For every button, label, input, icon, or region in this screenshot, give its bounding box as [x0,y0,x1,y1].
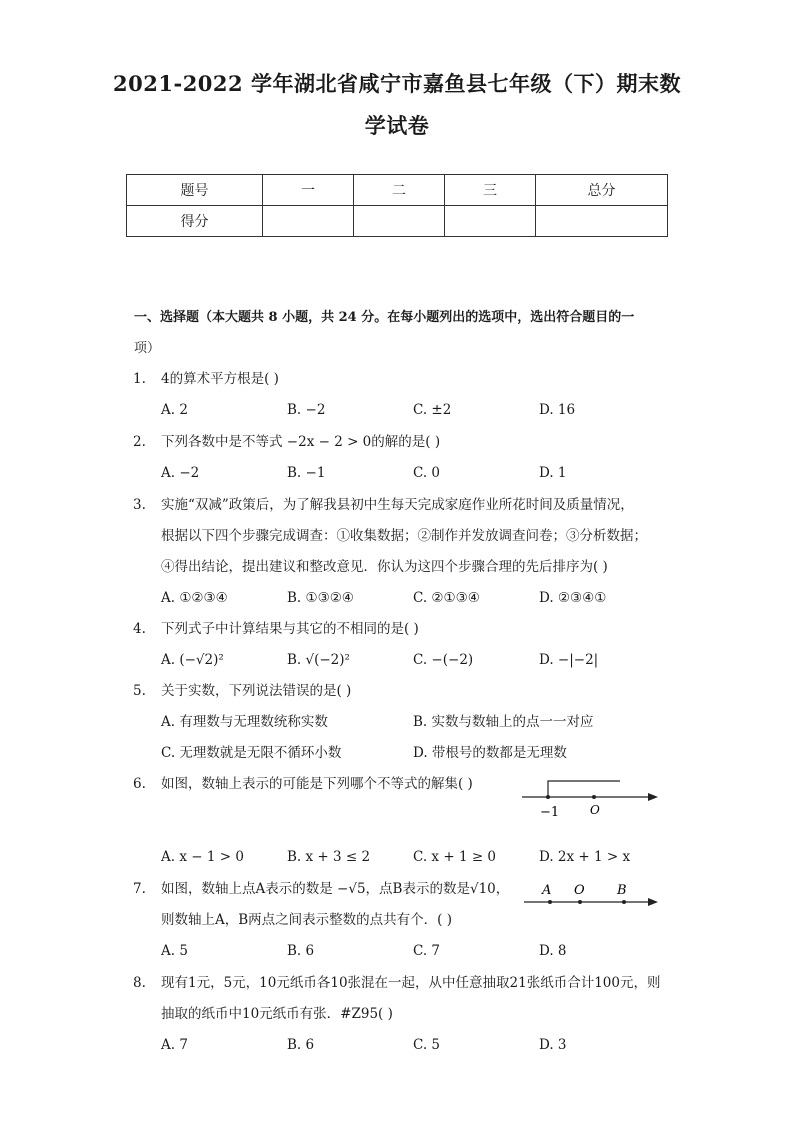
question-number: 2. [133,434,146,450]
question-2 [133,427,440,458]
number-line-figure-q6 [518,776,664,822]
question-6-options [161,842,641,873]
score-header-cell: 三 [445,175,536,206]
question-number: 5. [133,683,146,699]
label-b: B [617,883,627,898]
point-minus-one [546,795,550,799]
question-text: 下列各数中是不等式 −2x − 2 > 0的解的是( ) [161,434,441,450]
option-a: A. (−√2)² [161,652,224,668]
option-d: D. 1 [539,465,567,481]
question-text-cont: 抽取的纸币中10元纸币有张．#Z95( ) [161,1006,393,1022]
question-text-cont: 则数轴上A，B两点之间表示整数的点共有个．( ) [161,912,452,928]
option-d: D. ②③④① [539,590,607,606]
option-c: C. 5 [413,1037,441,1053]
question-5-options-row-2 [161,738,641,769]
question-8-options [161,1030,641,1061]
option-c: C. 7 [413,943,441,959]
question-number: 6. [133,776,146,792]
question-number: 1. [133,371,146,387]
question-number: 3. [133,497,146,513]
question-text: 关于实数，下列说法错误的是( ) [161,683,352,699]
score-header-cell: 总分 [536,175,668,206]
question-text: 如图，数轴上点A表示的数是 −√5，点B表示的数是√10， [161,881,510,897]
option-d: D. 带根号的数都是无理数 [413,745,567,761]
option-b: B. x + 3 ≤ 2 [287,849,371,865]
option-a: A. ①②③④ [161,590,228,606]
option-d: D. 3 [539,1037,567,1053]
option-b: B. 6 [287,1037,315,1053]
question-number: 8. [133,975,146,991]
exam-title-line-1: 2021-2022 学年湖北省咸宁市嘉鱼县七年级（下）期末数 [113,71,681,96]
option-c: C. x + 1 ≥ 0 [413,849,497,865]
point-a [548,900,552,904]
option-c: C. 0 [413,465,441,481]
score-header-cell: 一 [263,175,354,206]
question-8 [133,968,660,999]
question-text: 现有1元，5元，10元纸币各10张混在一起，从中任意抽取21张纸币合计100元，则 [161,975,661,991]
option-b: B. ①③②④ [287,590,354,606]
option-a: A. 5 [161,943,188,959]
axis-arrow [648,793,658,801]
question-4-options [161,645,641,676]
question-1 [133,364,279,395]
exam-title-line-2: 学试卷 [364,113,430,138]
option-d: D. −|−2| [539,652,599,668]
label-a: A [542,883,552,898]
question-text: 如图，数轴上表示的可能是下列哪个不等式的解集( ) [161,776,473,792]
axis-arrow [648,898,658,906]
question-text: 4的算术平方根是( ) [161,371,279,387]
score-cell [354,206,445,237]
solution-ray [548,781,620,797]
option-c: C. −(−2) [413,652,474,668]
option-d: D. 2x + 1 > x [539,849,631,865]
question-text: 实施“双减”政策后，为了解我县初中生每天完成家庭作业所花时间及质量情况， [161,497,634,513]
option-a: A. −2 [161,465,200,481]
question-number: 7. [133,881,146,897]
score-header-cell: 二 [354,175,445,206]
option-b: B. √(−2)² [287,652,350,668]
score-row-label: 得分 [127,206,263,237]
question-1-options [161,395,641,426]
option-c: C. 无理数就是无限不循环小数 [161,745,342,761]
section-title: 一、选择题（本大题共 8 小题，共 24 分。在每小题列出的选项中，选出符合题目的一 [134,310,635,325]
point-b [622,900,626,904]
option-c: C. ②①③④ [413,590,480,606]
question-7-options [161,936,641,967]
question-text: 下列式子中计算结果与其它的不相同的是( ) [161,621,419,637]
option-c: C. ±2 [413,402,452,418]
option-a: A. x − 1 > 0 [161,849,244,865]
option-a: A. 有理数与无理数统称实数 [161,714,328,730]
question-6 [133,769,473,800]
question-text-cont: 根据以下四个步骤完成调查：①收集数据；②制作并发放调查问卷；③分析数据； [161,528,647,544]
option-b: B. 实数与数轴上的点一一对应 [413,714,594,730]
option-d: D. 16 [539,402,576,418]
question-4 [133,614,419,645]
question-text-cont: ④得出结论，提出建议和整改意见．你认为这四个步骤合理的先后排序为( ) [161,559,608,575]
score-table-header-row [127,175,668,206]
question-2-options [161,458,641,489]
section-title-cont: 项） [134,341,161,356]
option-d: D. 8 [539,943,567,959]
score-cell [263,206,354,237]
question-number: 4. [133,621,146,637]
label-origin: O [590,803,600,817]
point-origin [592,795,596,799]
question-7 [133,874,509,905]
question-5-options-row-1 [161,707,641,738]
number-line-figure-q7 [520,878,662,910]
question-5 [133,676,351,707]
option-b: B. −2 [287,402,326,418]
option-b: B. 6 [287,943,315,959]
label-o: O [574,883,585,898]
score-table-score-row [127,206,668,237]
score-cell [536,206,668,237]
score-table [126,174,668,237]
point-o [578,900,582,904]
label-minus-one: −1 [540,805,560,820]
question-3-options [161,583,641,614]
option-b: B. −1 [287,465,326,481]
score-cell [445,206,536,237]
score-header-cell: 题号 [127,175,263,206]
option-a: A. 7 [161,1037,188,1053]
question-3 [133,490,634,521]
option-a: A. 2 [161,402,188,418]
